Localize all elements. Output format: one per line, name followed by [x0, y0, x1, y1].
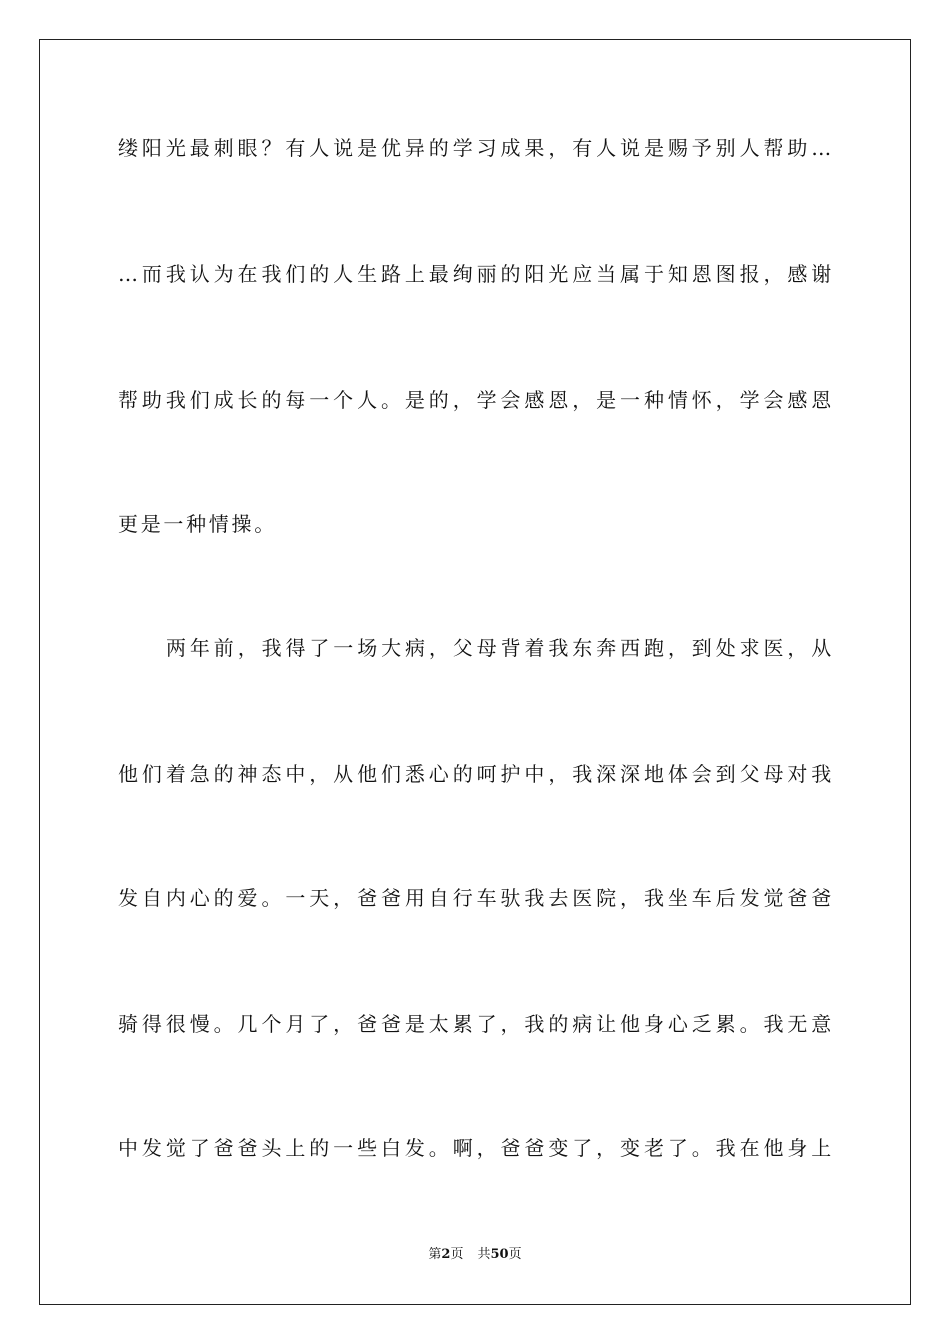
text-line-7: 发自内心的爱。一天，爸爸用自行车驮我去医院，我坐车后发觉爸爸	[118, 886, 834, 910]
total-prefix: 共	[477, 1247, 491, 1262]
page-prefix: 第	[428, 1247, 442, 1262]
text-line-3: 帮助我们成长的每一个人。是的，学会感恩，是一种情怀，学会感恩	[118, 388, 834, 412]
text-line-6: 他们着急的神态中，从他们悉心的呵护中，我深深地体会到父母对我	[118, 762, 834, 786]
text-line-1: 缕阳光最刺眼？有人说是优异的学习成果，有人说是赐予别人帮助…	[118, 136, 834, 160]
page-border	[39, 39, 911, 1305]
page-footer	[0, 1246, 950, 1264]
total-pages: 50	[490, 1247, 509, 1262]
paragraph-start-line: 两年前，我得了一场大病，父母背着我东奔西跑，到处求医，从	[166, 636, 834, 660]
text-line-2: …而我认为在我们的人生路上最绚丽的阳光应当属于知恩图报，感谢	[118, 262, 834, 286]
total-suffix: 页	[508, 1247, 522, 1262]
page-suffix: 页	[450, 1247, 464, 1262]
page-number: 2	[441, 1247, 451, 1262]
text-line-8: 骑得很慢。几个月了，爸爸是太累了，我的病让他身心乏累。我无意	[118, 1012, 834, 1036]
text-line-4: 更是一种情操。	[118, 512, 277, 536]
text-line-9: 中发觉了爸爸头上的一些白发。啊，爸爸变了，变老了。我在他身上	[118, 1136, 834, 1160]
